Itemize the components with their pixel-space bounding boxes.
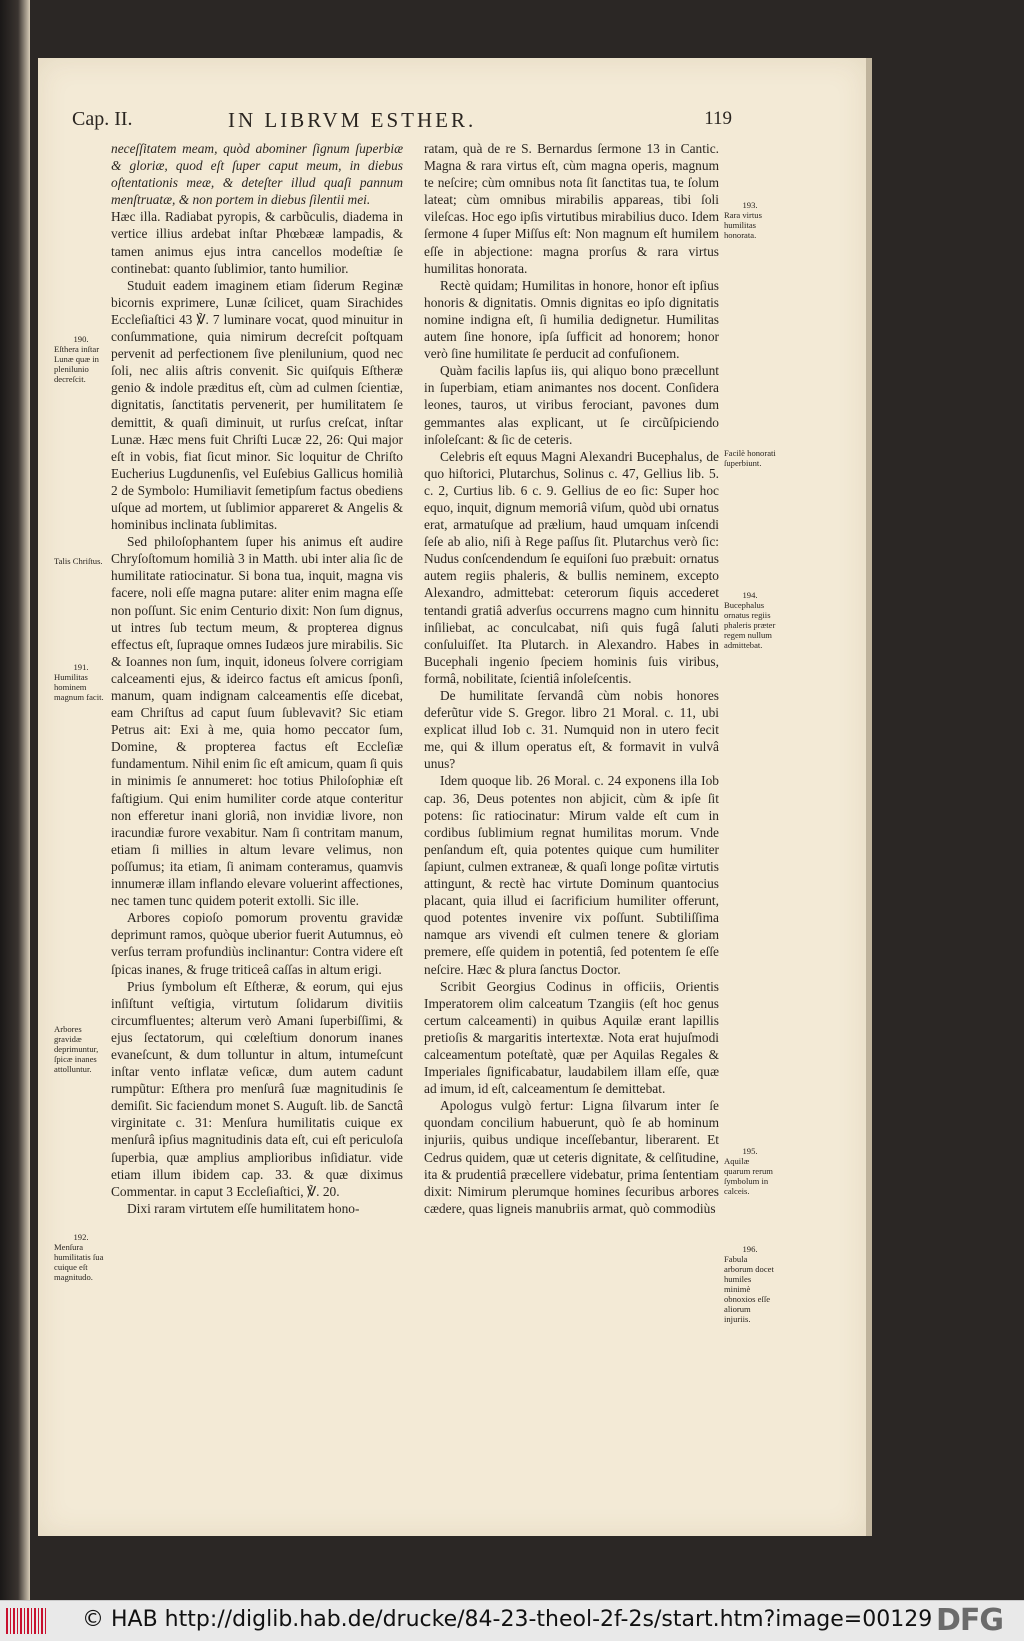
viewer-footer [0,1600,1024,1641]
note-text: Menſura humilitatis ſua cuique eſt magnitudo. [54,1242,104,1282]
running-title: IN LIBRVM ESTHER. [228,108,477,132]
dfg-logo: DFG [936,1603,1004,1638]
paragraph: Prius ſymbolum eſt Eſtheræ, & eorum, qui ejus inſiſtunt veſtigia, virtutum ſolidarum divitiis circumfluentes; alterum verò Amani ſuperbiſſimi, & ejus ſectatorum, qui cœleſtium donorum inanes evaneſcunt, & dum tolluntur in altum, intumeſcunt inſtar vento inflatæ veſicæ, dum autem cadunt rumpũtur: Eſthera pro menſurâ ſuæ magnitudinis ſe demiſit. Sic faciendum monet S. Auguſt. lib. de Sanctâ virginitate c. 31: Menſura humilitatis cuique ex menſurâ ipſius magnitudinis data eſt, cui eſt periculoſa ſuperbia, quæ amplius amplioribus inſidiatur. vide etiam illum ibidem cap. 33. & quæ diximus Commentar. in caput 3 Eccleſiaſtici, ℣. 20. [111,978,403,1199]
note-number: 194. [742,590,758,600]
page-edge-left [0,0,30,1600]
note-text: Bucephalus ornatus regiis phaleris præter regem nullum admittebat. [724,600,776,650]
chapter-label: Cap. II. [72,108,133,130]
paragraph: neceſſitatem meam, quòd abominer ſignum ſuperbiæ & gloriæ, quod eſt ſuper caput meum, in diebus oſtentationis meæ, & deteſter illud quaſi pannum menſtruatæ, & non portem in diebus ſilentii mei. [111,141,403,208]
paragraph: Hæc illa. Radiabat pyropis, & carbũculis, diadema in vertice illius ardebat inſtar Phœbææ lampadis, & tamen animus ejus intra cancellos modeſtiæ ſe continebat: quanto ſublimior, tanto humilior. [111,209,403,276]
note-number: 196. [742,1244,758,1254]
page-number: 119 [704,108,732,129]
paragraph: Dixi raram virtutem eſſe humilitatem hono- [127,1200,360,1216]
note-number: 191. [73,662,89,672]
margin-note-right [724,448,776,468]
paragraph: Arbores copioſo pomorum proventu gravidæ deprimunt ramos, quòque uberior fuerit Autumnus, eò verſus terram profundiùs inclinantur: Contra videre eſt ſpicas inanes, & fruge triticeâ caſſas in altum erigi. [111,910,403,977]
paragraph: De humilitate ſervandâ cùm nobis honores deferũtur vide S. Gregor. libro 21 Moral. c. 11, ubi explicat illud Iob c. 31. Numquid non in utero fecit me, qui & illum operatus eſt, & formavit in vulvâ unus? [424,688,719,772]
paragraph: Apologus vulgò fertur: Ligna ſilvarum inter ſe quondam concilium habuerunt, quò ſe ab hominum injuriis, quibus undique inceſſebantur, liberarent. Et Cedrus quidem, quæ ut ceteris dignitate, & celſitudine, ita & prudentiâ præcellere videbatur, prima ſententiam dixit: Nimirum plerumque homines ſecuribus arbores cædere, quas ligneis manubriis armat, quò commodiùs [424,1098,719,1216]
page-header [72,108,732,138]
note-text: Facilè honorati ſuperbiunt. [724,448,776,468]
note-number: 195. [742,1146,758,1156]
note-text: Arbores gravidæ deprimuntur, ſpicæ inanes attolluntur. [54,1024,99,1074]
note-text: Humilitas hominem magnum facit. [54,672,104,702]
paragraph: Studuit eadem imaginem etiam ſiderum Reginæ bicornis exprimere, Lunæ ſcilicet, quam Sirachides Eccleſiaſtici 43 ℣. 7 luminare vocat, quod minuitur in conſummatione, quia nimirum decreſcit poſtquam pervenit ad perfectionem ſive plenilunium, quod nec ſoli, nec aliis aſtris convenit. Sic quiſquis Eſtheræ genio & indole præditus eſt, cùm ad culmen ſcientiæ, dignitatis, ſanctitatis pervenerit, per humilitatem ſe demittit, & quaſi diminuit, ut rurſus creſcat, inſtar Lunæ. Hæc mens fuit Chriſti Lucæ 22, 26: Qui major eſt in vobis, fiat ſicut minor. Sic loquitur de Chriſto Eucherius Lugdunenſis, vel Euſebius Gallicus homilià 2 de Symbolo: Humiliavit ſemetipſum factus obediens uſque ad mortem, ut ſublimior appareret & Angelis & hominibus inclinata ſublimitas. [111,277,403,533]
source-link[interactable]: © HAB http://diglib.hab.de/drucke/84-23-theol-2f-2s/start.htm?image=00129 [82,1607,933,1632]
note-text: Eſthera inſtar Lunæ quæ in plenilunio decreſcit. [54,344,100,384]
right-text-column [424,140,719,1217]
margin-note-left [54,556,108,566]
left-text-column [111,140,403,1217]
paragraph: Rectè quidam; Humilitas in honore, honor eſt ipſius honoris & dignitatis. Omnis dignitas eo ipſo dignitatis nomine indigna eſt, ſi humilia dedignetur. Humilitas autem ſine honore, ipſa ſufficit ad honorem; honor verò ſine humilitate ſe perducit ad confuſionem. [424,277,719,362]
paragraph: Celebris eſt equus Magni Alexandri Bucephalus, de quo hiſtorici, Plutarchus, Solinus c. 47, Gellius lib. 5. c. 2, Curtius lib. 6 c. 9. Gellius de eo ſic: Super hoc equo, inquit, dignum memoriâ viſum, quòd ubi ornatus erat, armatuſque ad prælium, haud umquam inſcendi ſeſe ab alio, niſi à Rege paſſus ſit. Plutarchus verò ſic: Nudus conſcendendum ſe equiſoni ſuo præbuit: ornatus autem regiis phaleris, & bullis neminem, excepto Alexandro, admittebat: ceterorum ſiquis accederet tentandi gratiâ adverſus occurrens magno cum hinnitu inſiliebat, ac conculcabat, niſi quis fugâ ſaluti conſuluiſſet. Ita Plutarch. in Alexandro. Habes in Bucephali ingenio ſpeciem hominis ſuis viribus, formâ, nobilitate, ſcientiâ inſoleſcentis. [424,448,719,686]
paragraph: ratam, quà de re S. Bernardus ſermone 13 in Cantic. Magna & rara virtus eſt, cùm magna operis, magnum te neſcire; cùm omnibus nota ſit ſanctitas tua, te ſolum lateat; cùm omnibus mirabilis appareas, tibi ſoli vileſcas. Hoc ego ipſis virtutibus mirabilius duco. Idem ſermone 4 ſuper Miſſus eſt: Non magnum eſt humilem eſſe in abjectione: magna prorſus & rara virtus humilitas honorata. [424,141,719,276]
note-text: Talis Chriſtus. [54,556,103,566]
note-text: Rara virtus humilitas honorata. [724,210,762,240]
paragraph: Scribit Georgius Codinus in officiis, Orientis Imperatorem olim calceatum Tzangiis (eſt hoc genus certum calceamenti) in quibus Aquilæ erant lapillis pretioſis & margaritis intertextæ. Nota erat hujuſmodi calceamentum poteſtatè, quæ per Aquilas Regales & Imperiales ſignificabatur, laudabilem illam eſſe, quæ ad imum, id eſt, calceamentum ſe demittebat. [424,978,719,1097]
margin-note-left [54,1232,108,1282]
page-edge-right [866,58,872,1536]
margin-note-right [724,200,776,240]
note-text: Aquilæ quarum rerum ſymbolum in calceis. [724,1156,773,1196]
barcode-icon [6,1608,46,1634]
paragraph: Idem quoque lib. 26 Moral. c. 24 exponens illa Iob cap. 36, Deus potentes non abjicit, cùm & ipſe ſit potens: ſic ratiocinatur: Mirum valde eſt cum in cordibus ſublimium regnat humilitas morum. Vnde penſandum eſt, quia potentes quique cum humiliter ſapiunt, culmen extraneæ, & quaſi longe poſitæ virtutis attingunt, & rectè hac virtute Dominum quantocius placant, quia illud ei ſacrificium humiliter offerunt, quod potentes invenire vix poſſunt. Subtiliſſima namque ars vivendi eſt culmen tenere & gloriam premere, eſſe quidem in potentiâ, ſed potentem ſe eſſe neſcire. Hæc & plura ſanctus Doctor. [424,773,719,977]
note-number: 190. [73,334,89,344]
margin-note-left [54,334,108,384]
margin-note-right [724,1244,776,1324]
paragraph: Sed philoſophantem ſuper his animus eſt audire Chryſoſtomum homilià 3 in Matth. ubi inter alia ſic de humilitate ratiocinatur. Si bona tua, inquit, magna vis facere, noli eſſe magna putare: aliter enim magna eſſe non poſſunt. Sic enim Centurio dixit: Non ſum dignus, ut intres ſub tectum meum, & propterea dignus effectus eſt, ſupraque omnes Iudæos jure mirabilis. Sic & Ioannes non ſum, inquit, idoneus ſolvere corrigiam calceamenti ejus, & ideirco factus eſt amicus ſponſi, manum, quam indignam calceamentis eſſe dicebat, eam Chriſtus ad caput ſuum ſublevavit? Sic etiam Petrus ait: Exi à me, quia homo peccator ſum, Domine, & propterea factus eſt Eccleſiæ fundamentum. Nihil enim ſic eſt amicum, quam ſi quis in minimis ſe annumeret: hoc totius Philoſophiæ eſt faſtigium. Qui enim humiliter corde atque conteritur non efferetur inani gloriâ, non invidiæ livore, non iracundiæ furore vexabitur. Nam ſi contritam manum, etiam ſi millies in altum levare velimus, non poſſumus; ita etiam, ſi animam conteramus, quamvis innumeræ illam inflando elevare voluerint affectiones, nec tamen tunc quidem poterit extolli. Sic ille. [111,534,403,909]
margin-note-right [724,1146,776,1196]
note-number: 192. [73,1232,89,1242]
note-text: Fabula arborum docet humiles minimè obnoxios eſſe aliorum injuriis. [724,1254,774,1324]
note-number: 193. [742,200,758,210]
margin-note-left [54,662,108,702]
margin-note-left [54,1024,108,1074]
paragraph: Quàm facilis lapſus iis, qui aliquo bono præcellunt in ſuperbiam, etiam animantes nos docent. Conſidera leones, tauros, ut viribus ferociant, pavones dum gemmantes alas explicant, ut ſe circũſpiciendo inſoleſcant: & ſic de ceteris. [424,363,719,447]
margin-note-right [724,590,776,650]
